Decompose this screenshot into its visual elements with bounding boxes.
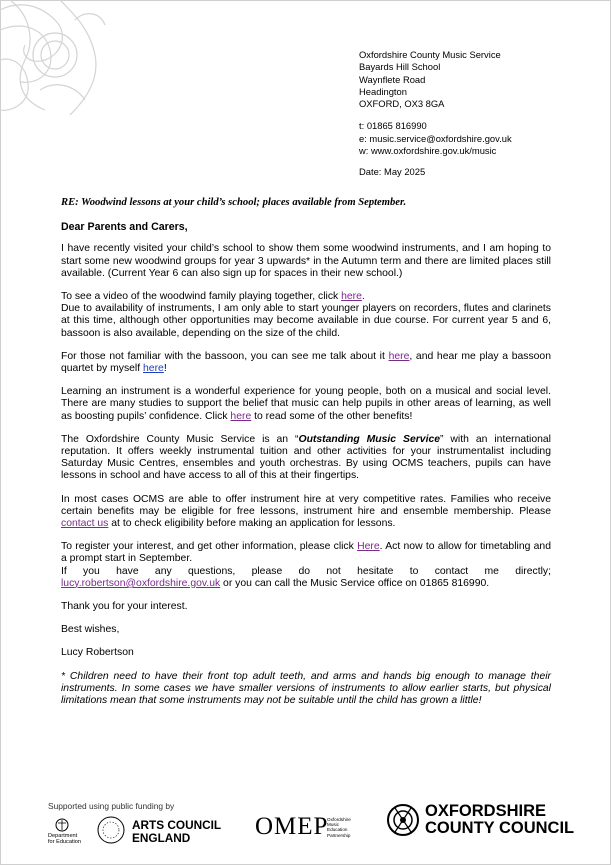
paragraph: I have recently visited your child’s school to show them some woodwind instruments, and I am hoping to start some new woodwind groups for year 3 upwards* in the Autumn term and there are limited places still available. (Current Year 6 can also sign up for spaces in their new school.): [61, 243, 551, 279]
address-line: Waynflete Road: [359, 73, 426, 85]
arts-council-logo-text: ARTS COUNCIL ENGLAND: [132, 818, 222, 845]
letter-body: [61, 197, 551, 718]
email: e: music.service@oxfordshire.gov.uk: [359, 132, 512, 144]
footer-logos: [48, 800, 588, 860]
org-name: Oxfordshire County Music Service: [359, 49, 501, 60]
royal-crest-icon: [54, 817, 70, 833]
dfe-logo: Department for Education: [48, 817, 92, 847]
address-line: Bayards Hill School: [359, 61, 441, 73]
ompe-logo: OMEP Oxfordshire Music Education Partnership: [255, 813, 351, 840]
thanks: Thank you for your interest.: [61, 601, 188, 613]
contact-us-link[interactable]: contact us: [61, 518, 109, 530]
paragraph: For those not familiar with the bassoon, you can see me talk about it here, and hear me play a bassoon quartet by myself here!: [61, 350, 551, 375]
greeting: Dear Parents and Carers,: [61, 221, 188, 234]
address-line: Headington: [359, 85, 407, 97]
website: w: www.oxfordshire.gov.uk/music: [359, 145, 497, 157]
video-link[interactable]: here: [341, 291, 362, 303]
occ-logo-text: OXFORDSHIRE COUNTY COUNCIL: [425, 802, 575, 837]
bassoon-quartet-link[interactable]: here: [143, 363, 164, 375]
register-link[interactable]: Here: [357, 541, 380, 553]
telephone: t: 01865 816990: [359, 120, 427, 132]
paragraph: The Oxfordshire County Music Service is an “Outstanding Music Service” with an international reputation. It offers weekly instrumental tuition and other activities for your instrumentalist including Saturday Music Centres, ensembles and youth orchestras. By using OCMS teachers, pupils can have lessons in school and have access to all of this at their fingertips.: [61, 433, 551, 482]
bassoon-talk-link[interactable]: here: [388, 350, 410, 362]
email-link[interactable]: lucy.robertson@oxfordshire.gov.uk: [61, 577, 221, 589]
sign-off: Best wishes,: [61, 624, 120, 636]
paragraph: If you have any questions, please do not hesitate to contact me directly; lucy.robertson@oxfordshire.gov.uk or you can call the Music Service office on 01865 816990.: [61, 565, 551, 589]
paragraph: In most cases OCMS are able to offer instrument hire at very competitive rates. Families who receive certain benefits may be eligible for free lessons, instrument hire and ensemble membership. Please contact us at to check eligibility before making an application for lessons.: [61, 493, 551, 530]
paragraph: To see a video of the woodwind family playing together, click here.: [61, 291, 365, 303]
paragraph: To register your interest, and get other information, please click Here. Act now to allow for timetabling and a prompt start in September.: [61, 541, 551, 565]
address-line: OXFORD, OX3 8GA: [359, 98, 445, 110]
county-crest-watermark: [0, 0, 108, 118]
sender-address: [359, 49, 512, 179]
oxfordshire-crest-icon: [385, 800, 421, 842]
paragraph: Due to availability of instruments, I am only able to start younger players on recorders, flutes and clarinets at this time, although other opportunities may become available in due course. For current year 5 and 6, bassoon is also available, depending on the size of the child.: [61, 303, 551, 339]
signature-name: Lucy Robertson: [61, 647, 134, 659]
letter-date: Date: May 2025: [359, 166, 426, 178]
benefits-link[interactable]: here: [230, 410, 252, 422]
paragraph: Learning an instrument is a wonderful experience for young people, both on a musical and social level. There are many studies to support the belief that music can help pupils in other areas of learning, as well as boosting pupils’ confidence. Click here to read some of the other benefits!: [61, 386, 551, 422]
arts-council-icon: [96, 815, 126, 845]
footnote: * Children need to have their front top adult teeth, and arms and hands big enough to manage their instruments. In some cases we have smaller versions of instruments to allow earlier starts, but physical limitations mean that some instruments may not be suitable until the child has grown a little!: [61, 670, 551, 707]
funding-note: Supported using public funding by: [48, 801, 175, 811]
subject-line: RE: Woodwind lessons at your child’s school; places available from September.: [61, 197, 407, 208]
